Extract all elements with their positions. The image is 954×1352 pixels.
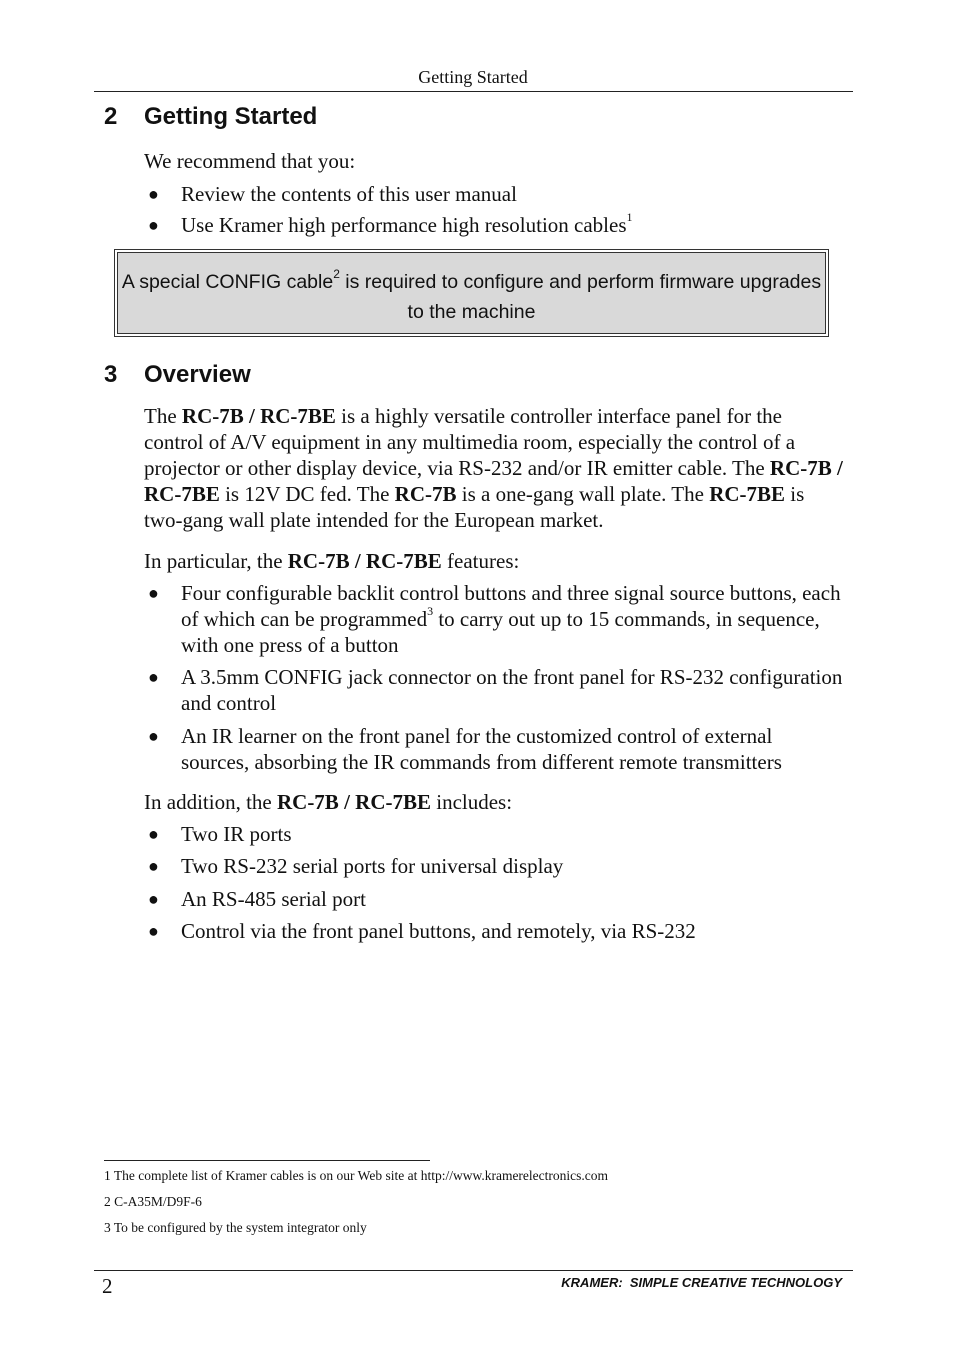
product-name: RC-7B / RC-7BE — [144, 456, 843, 506]
list-item — [144, 181, 844, 207]
product-name: RC-7B / RC-7BE — [181, 404, 336, 428]
page-number: 2 — [102, 1274, 113, 1298]
product-name: RC-7BE — [709, 482, 786, 506]
bullet-icon: ● — [148, 856, 159, 876]
footnote-ref: 2 — [333, 266, 340, 281]
section-3-title: Overview — [144, 361, 251, 388]
running-header: Getting Started — [418, 67, 528, 87]
bullet-icon: ● — [148, 889, 159, 909]
note-box — [117, 252, 826, 334]
text-run: is a highly versatile controller interface panel for the control of A/V equipment in any multimedia room, especially the control of a projector or other display device, via RS-232 and/or IR emitter cable. The — [144, 404, 796, 480]
bullet-icon: ● — [148, 824, 159, 844]
includes-intro — [144, 789, 844, 815]
text-run: The — [144, 404, 182, 428]
list-item-text: An RS-485 serial port — [181, 887, 366, 911]
text-run: is two-gang wall plate intended for the European market. — [144, 482, 805, 532]
product-name: RC-7B / RC-7BE — [276, 790, 431, 814]
section-3-heading — [104, 361, 251, 389]
list-item — [144, 580, 844, 658]
text-run: Four configurable backlit control buttons and three signal source buttons, each of which can be programmed — [181, 581, 841, 631]
text-run: is 12V DC fed. The — [219, 482, 395, 506]
list-item-text — [181, 580, 844, 658]
footnote-1: 1 The complete list of Kramer cables is on our Web site at http://www.kramerelectronics.com — [104, 1168, 609, 1183]
footnote-ref: 3 — [427, 604, 434, 618]
footnote-3: 3 To be configured by the system integrator only — [104, 1220, 367, 1235]
list-item-text: Two RS-232 serial ports for universal display — [181, 854, 564, 878]
footnote-2: 2 C-A35M/D9F-6 — [104, 1194, 202, 1209]
list-item-text — [181, 212, 844, 238]
text-run: is a one-gang wall plate. The — [456, 482, 710, 506]
list-item-text: Two IR ports — [181, 822, 292, 846]
footer-brand: KRAMER: SIMPLE CREATIVE TECHNOLOGY — [561, 1275, 842, 1290]
footer-rule — [94, 1270, 853, 1271]
section-2-heading — [104, 103, 317, 131]
note-text-2: is required to configure and perform firmware upgrades to the machine — [339, 271, 822, 323]
bullet-icon: ● — [148, 583, 159, 603]
features-intro — [144, 548, 844, 574]
list-item — [144, 886, 844, 912]
list-item — [144, 723, 844, 775]
footnote-rule — [104, 1160, 430, 1161]
list-item-text: A 3.5mm CONFIG jack connector on the front panel for RS-232 configuration and control — [181, 665, 843, 715]
footnote-ref: 1 — [626, 210, 633, 224]
bullet-icon: ● — [148, 726, 159, 746]
section-2-title: Getting Started — [144, 103, 318, 130]
section-2-intro: We recommend that you: — [144, 149, 356, 173]
list-item — [144, 212, 844, 238]
list-item-text: An IR learner on the front panel for the customized control of external sources, absorbing the IR commands from different remote transmitters — [181, 724, 782, 774]
text-run: In addition, the — [144, 790, 277, 814]
note-text-1: A special CONFIG cable — [121, 271, 334, 293]
product-name: RC-7B — [394, 482, 457, 506]
bullet-icon: ● — [148, 215, 159, 235]
text-run: In particular, the — [144, 549, 288, 573]
cables-text: Use Kramer high performance high resolution cables — [181, 213, 627, 237]
section-3-number: 3 — [104, 361, 118, 388]
overview-paragraph — [144, 403, 844, 533]
header-rule — [94, 91, 853, 92]
product-name: RC-7B / RC-7BE — [287, 549, 442, 573]
bullet-icon: ● — [148, 184, 159, 204]
bullet-icon: ● — [148, 921, 159, 941]
section-2-number: 2 — [104, 103, 118, 130]
list-item — [144, 821, 844, 847]
list-item — [144, 918, 844, 944]
list-item-text: Control via the front panel buttons, and remotely, via RS-232 — [181, 919, 696, 943]
text-run: features: — [441, 549, 520, 573]
list-item — [144, 853, 844, 879]
text-run: to carry out up to 15 commands, in sequence, with one press of a button — [181, 607, 820, 657]
text-run: includes: — [431, 790, 513, 814]
bullet-icon: ● — [148, 667, 159, 687]
list-item — [144, 664, 844, 716]
list-item-text: Review the contents of this user manual — [181, 182, 517, 206]
